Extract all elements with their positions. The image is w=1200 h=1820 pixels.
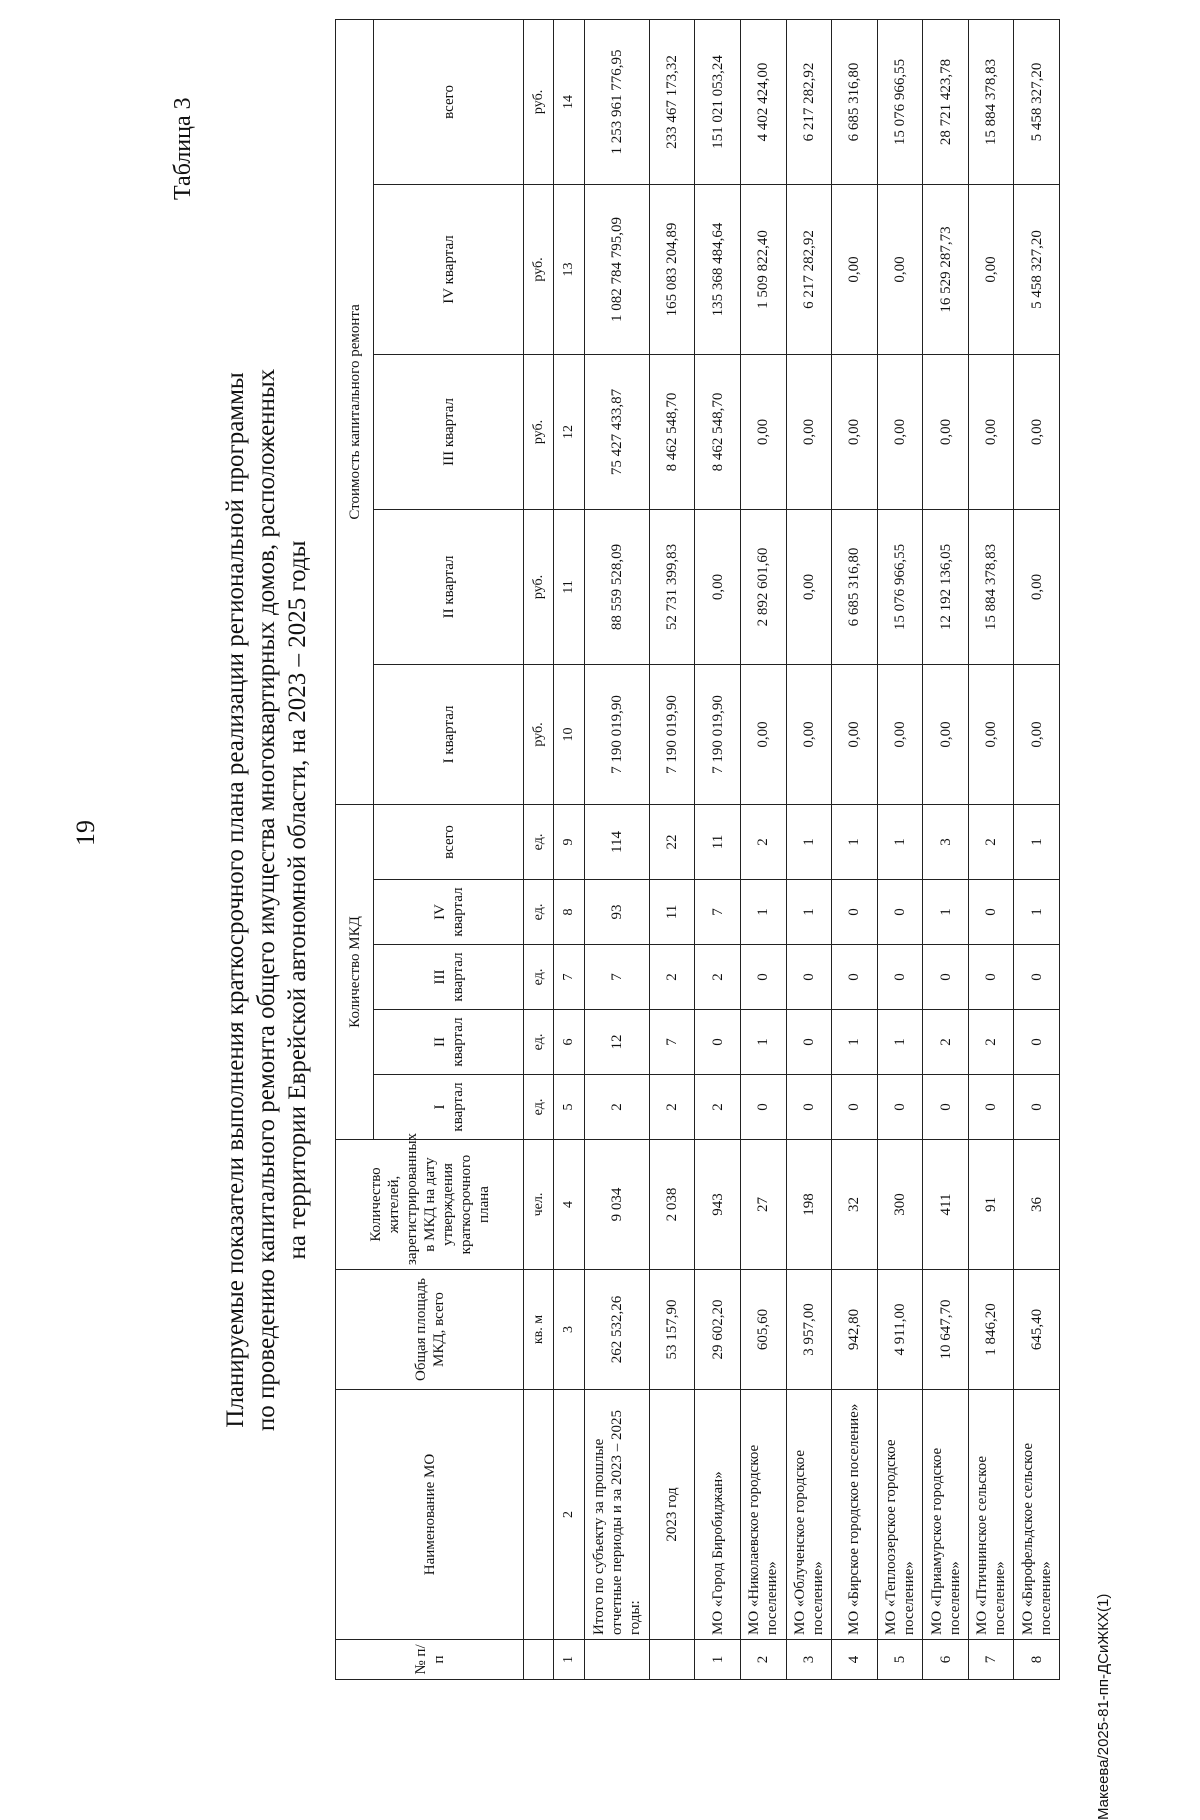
table-cell: 1 xyxy=(740,880,786,945)
table-cell: 93 xyxy=(584,880,649,945)
table-cell: 2 xyxy=(740,804,786,879)
header-name: Наименование МО xyxy=(336,1390,524,1640)
column-number: 2 xyxy=(554,1390,584,1640)
municipality-name-cell: МО «Город Биробиджан» xyxy=(695,1390,741,1640)
table-cell: 16 529 287,73 xyxy=(923,184,969,354)
indicators-table-wrapper xyxy=(335,20,1060,1680)
table-cell: 15 884 378,83 xyxy=(968,509,1014,664)
table-row xyxy=(786,19,832,1679)
table-cell: 0,00 xyxy=(832,664,878,804)
table-cell: 0,00 xyxy=(832,354,878,509)
table-cell: 3 xyxy=(786,1640,832,1680)
table-cell: 15 076 966,55 xyxy=(877,19,923,184)
table-cell: 0,00 xyxy=(1014,354,1060,509)
footer-reference: Макеева/2025-81-пп-ДСиЖКХ(1) xyxy=(1095,1593,1112,1820)
header-mkd-q2: II квартал xyxy=(374,1010,524,1075)
municipality-name-cell: МО «Приамурское городское поселение» xyxy=(923,1390,969,1640)
unit-cell: чел. xyxy=(524,1140,554,1270)
table-cell: 4 911,00 xyxy=(877,1270,923,1390)
table-cell: 7 190 019,90 xyxy=(649,664,695,804)
table-cell: 6 685 316,80 xyxy=(832,19,878,184)
table-cell: 0,00 xyxy=(1014,664,1060,804)
table-row xyxy=(584,19,649,1679)
unit-cell: руб. xyxy=(524,354,554,509)
table-cell: 88 559 528,09 xyxy=(584,509,649,664)
table-cell: 0 xyxy=(786,945,832,1010)
column-number: 10 xyxy=(554,664,584,804)
column-number: 6 xyxy=(554,1010,584,1075)
table-cell: 0 xyxy=(832,1075,878,1140)
table-cell xyxy=(649,1640,695,1680)
table-cell: 198 xyxy=(786,1140,832,1270)
table-cell: 0,00 xyxy=(1014,509,1060,664)
table-cell: 27 xyxy=(740,1140,786,1270)
table-cell: 3 957,00 xyxy=(786,1270,832,1390)
table-cell: 0 xyxy=(968,945,1014,1010)
table-cell: 2 xyxy=(649,945,695,1010)
header-cost-group: Стоимость капитального ремонта xyxy=(336,19,374,804)
municipality-name-cell: Итого по субъекту за прошлые отчетные периоды и за 2023 – 2025 годы: xyxy=(584,1390,649,1640)
table-cell: 2 xyxy=(968,1010,1014,1075)
header-mkd-q1: I квартал xyxy=(374,1075,524,1140)
column-number: 13 xyxy=(554,184,584,354)
table-cell: 2 xyxy=(968,804,1014,879)
unit-cell: руб. xyxy=(524,184,554,354)
table-cell: 2 xyxy=(584,1075,649,1140)
table-cell: 0 xyxy=(786,1075,832,1140)
table-cell: 7 xyxy=(968,1640,1014,1680)
table-row xyxy=(968,19,1014,1679)
column-number-row xyxy=(554,19,584,1679)
table-cell: 0 xyxy=(832,945,878,1010)
table-cell: 114 xyxy=(584,804,649,879)
municipality-name-cell: МО «Бирофельдское сельское поселение» xyxy=(1014,1390,1060,1640)
table-row xyxy=(1014,19,1060,1679)
table-cell: 0 xyxy=(877,880,923,945)
table-row xyxy=(877,19,923,1679)
table-cell: 135 368 484,64 xyxy=(695,184,741,354)
table-cell: 942,80 xyxy=(832,1270,878,1390)
table-caption: Таблица 3 xyxy=(170,97,196,200)
table-cell: 0,00 xyxy=(968,184,1014,354)
table-cell: 2 xyxy=(695,1075,741,1140)
table-cell: 0 xyxy=(877,945,923,1010)
table-cell: 8 462 548,70 xyxy=(695,354,741,509)
table-cell: 0,00 xyxy=(786,664,832,804)
table-cell: 300 xyxy=(877,1140,923,1270)
table-cell: 32 xyxy=(832,1140,878,1270)
table-cell: 0,00 xyxy=(832,184,878,354)
table-row xyxy=(649,19,695,1679)
table-cell: 0,00 xyxy=(968,354,1014,509)
table-cell: 1 xyxy=(1014,880,1060,945)
table-cell: 7 190 019,90 xyxy=(695,664,741,804)
column-number: 14 xyxy=(554,19,584,184)
table-cell: 7 xyxy=(584,945,649,1010)
table-cell: 0 xyxy=(832,880,878,945)
unit-cell xyxy=(524,1390,554,1640)
table-cell: 53 157,90 xyxy=(649,1270,695,1390)
title-line: Планируемые показатели выполнения краткосрочного плана реализации региональной программы xyxy=(222,372,249,1428)
table-cell: 12 xyxy=(584,1010,649,1075)
header-area: Общая площадь МКД, всего xyxy=(336,1270,524,1390)
table-cell: 15 884 378,83 xyxy=(968,19,1014,184)
header-cost-q3: III квартал xyxy=(374,354,524,509)
table-cell: 6 217 282,92 xyxy=(786,19,832,184)
table-cell: 22 xyxy=(649,804,695,879)
unit-cell: ед. xyxy=(524,1075,554,1140)
table-cell: 0,00 xyxy=(740,354,786,509)
table-cell: 1 082 784 795,09 xyxy=(584,184,649,354)
table-cell: 1 xyxy=(1014,804,1060,879)
column-number: 9 xyxy=(554,804,584,879)
unit-cell: ед. xyxy=(524,1010,554,1075)
header-no: № п/п xyxy=(336,1640,524,1680)
table-cell: 11 xyxy=(649,880,695,945)
table-cell: 0 xyxy=(1014,1010,1060,1075)
table-cell: 0 xyxy=(695,1010,741,1075)
table-row xyxy=(923,19,969,1679)
table-cell: 1 509 822,40 xyxy=(740,184,786,354)
header-cost-total: всего xyxy=(374,19,524,184)
table-cell: 29 602,20 xyxy=(695,1270,741,1390)
column-number: 5 xyxy=(554,1075,584,1140)
table-cell: 5 458 327,20 xyxy=(1014,184,1060,354)
table-cell: 5 xyxy=(877,1640,923,1680)
table-cell: 8 462 548,70 xyxy=(649,354,695,509)
table-cell: 0 xyxy=(877,1075,923,1140)
table-cell: 0 xyxy=(1014,1075,1060,1140)
column-number: 3 xyxy=(554,1270,584,1390)
table-cell: 0 xyxy=(740,1075,786,1140)
unit-cell: руб. xyxy=(524,509,554,664)
table-cell: 2 xyxy=(740,1640,786,1680)
table-cell: 0,00 xyxy=(877,354,923,509)
table-cell: 0,00 xyxy=(786,509,832,664)
page-number: 19 xyxy=(71,820,100,846)
table-cell: 10 647,70 xyxy=(923,1270,969,1390)
table-cell: 52 731 399,83 xyxy=(649,509,695,664)
unit-cell: ед. xyxy=(524,880,554,945)
column-number: 12 xyxy=(554,354,584,509)
table-cell: 91 xyxy=(968,1140,1014,1270)
table-cell: 605,60 xyxy=(740,1270,786,1390)
table-cell: 1 xyxy=(740,1010,786,1075)
table-cell: 0 xyxy=(968,880,1014,945)
unit-cell xyxy=(524,1640,554,1680)
municipality-name-cell: МО «Теплоозерское городское поселение» xyxy=(877,1390,923,1640)
table-cell: 2 038 xyxy=(649,1140,695,1270)
column-number: 8 xyxy=(554,880,584,945)
header-cost-q4: IV квартал xyxy=(374,184,524,354)
column-number: 11 xyxy=(554,509,584,664)
title-line: на территории Еврейской автономной области, на 2023 – 2025 годы xyxy=(284,540,311,1260)
table-cell: 9 034 xyxy=(584,1140,649,1270)
header-residents: Количество жителей, зарегистрированных в МКД на дату утверждения краткосрочного плана xyxy=(336,1140,524,1270)
table-cell: 4 402 424,00 xyxy=(740,19,786,184)
table-cell: 4 xyxy=(832,1640,878,1680)
column-number: 1 xyxy=(554,1640,584,1680)
table-cell: 0 xyxy=(740,945,786,1010)
table-cell: 645,40 xyxy=(1014,1270,1060,1390)
table-cell: 1 253 961 776,95 xyxy=(584,19,649,184)
table-cell: 943 xyxy=(695,1140,741,1270)
table-cell: 1 xyxy=(832,804,878,879)
table-row xyxy=(740,19,786,1679)
municipality-name-cell: МО «Птичнинское сельское поселение» xyxy=(968,1390,1014,1640)
table-cell: 0 xyxy=(923,1075,969,1140)
table-cell: 6 217 282,92 xyxy=(786,184,832,354)
table-cell: 233 467 173,32 xyxy=(649,19,695,184)
table-cell: 0,00 xyxy=(740,664,786,804)
table-cell: 6 685 316,80 xyxy=(832,509,878,664)
table-cell: 12 192 136,05 xyxy=(923,509,969,664)
table-cell: 2 892 601,60 xyxy=(740,509,786,664)
table-cell: 7 xyxy=(649,1010,695,1075)
table-cell: 0,00 xyxy=(786,354,832,509)
indicators-table xyxy=(335,19,1060,1680)
table-cell: 36 xyxy=(1014,1140,1060,1270)
table-cell: 0 xyxy=(968,1075,1014,1140)
table-cell: 2 xyxy=(695,945,741,1010)
table-cell: 1 xyxy=(877,1010,923,1075)
table-cell: 2 xyxy=(923,1010,969,1075)
column-number: 4 xyxy=(554,1140,584,1270)
units-row xyxy=(524,19,554,1679)
table-cell: 7 xyxy=(695,880,741,945)
table-cell: 1 xyxy=(877,804,923,879)
table-cell: 151 021 053,24 xyxy=(695,19,741,184)
municipality-name-cell: МО «Николаевское городское поселение» xyxy=(740,1390,786,1640)
table-cell: 0,00 xyxy=(923,664,969,804)
unit-cell: ед. xyxy=(524,945,554,1010)
title-line: по проведению капитального ремонта общего имущества многоквартирных домов, расположенных xyxy=(253,368,280,1432)
table-cell: 0 xyxy=(923,945,969,1010)
table-cell: 1 xyxy=(786,880,832,945)
header-mkd-group: Количество МКД xyxy=(336,804,374,1139)
table-cell: 7 190 019,90 xyxy=(584,664,649,804)
table-cell: 15 076 966,55 xyxy=(877,509,923,664)
table-cell: 1 xyxy=(695,1640,741,1680)
table-cell: 5 458 327,20 xyxy=(1014,19,1060,184)
table-cell: 0,00 xyxy=(695,509,741,664)
table-cell: 1 xyxy=(786,804,832,879)
table-cell xyxy=(584,1640,649,1680)
unit-cell: руб. xyxy=(524,664,554,804)
table-cell: 0,00 xyxy=(877,184,923,354)
table-cell: 8 xyxy=(1014,1640,1060,1680)
table-row xyxy=(832,19,878,1679)
table-cell: 262 532,26 xyxy=(584,1270,649,1390)
header-mkd-total: всего xyxy=(374,804,524,879)
municipality-name-cell: МО «Бирское городское поселение» xyxy=(832,1390,878,1640)
table-cell: 165 083 204,89 xyxy=(649,184,695,354)
municipality-name-cell: 2023 год xyxy=(649,1390,695,1640)
table-cell: 75 427 433,87 xyxy=(584,354,649,509)
header-mkd-q4: IV квартал xyxy=(374,880,524,945)
unit-cell: кв. м xyxy=(524,1270,554,1390)
table-cell: 28 721 423,78 xyxy=(923,19,969,184)
header-mkd-q3: III квартал xyxy=(374,945,524,1010)
table-cell: 11 xyxy=(695,804,741,879)
table-row xyxy=(695,19,741,1679)
header-cost-q1: I квартал xyxy=(374,664,524,804)
table-cell: 0,00 xyxy=(968,664,1014,804)
header-cost-q2: II квартал xyxy=(374,509,524,664)
table-cell: 1 xyxy=(832,1010,878,1075)
table-cell: 2 xyxy=(649,1075,695,1140)
table-cell: 1 846,20 xyxy=(968,1270,1014,1390)
table-cell: 0,00 xyxy=(923,354,969,509)
municipality-name-cell: МО «Облученское городское поселение» xyxy=(786,1390,832,1640)
table-cell: 0,00 xyxy=(877,664,923,804)
table-cell: 6 xyxy=(923,1640,969,1680)
table-cell: 0 xyxy=(1014,945,1060,1010)
document-title xyxy=(220,150,340,1650)
unit-cell: ед. xyxy=(524,804,554,879)
unit-cell: руб. xyxy=(524,19,554,184)
table-cell: 0 xyxy=(786,1010,832,1075)
table-cell: 1 xyxy=(923,880,969,945)
column-number: 7 xyxy=(554,945,584,1010)
table-cell: 411 xyxy=(923,1140,969,1270)
table-cell: 3 xyxy=(923,804,969,879)
